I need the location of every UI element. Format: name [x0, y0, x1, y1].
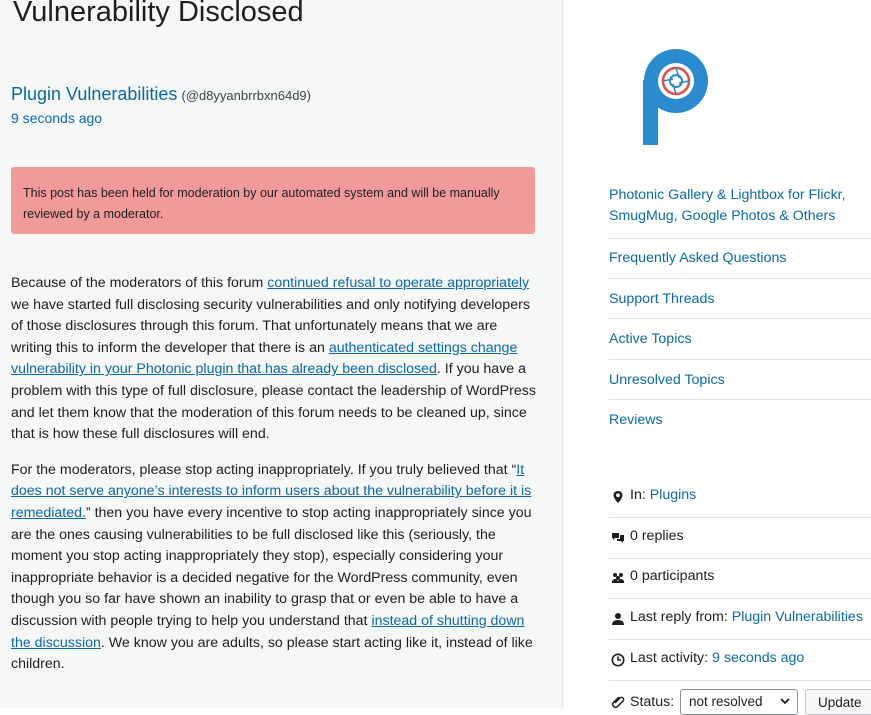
sidebar-item-plugin-name [609, 185, 871, 239]
sidebar-item-support-threads [609, 289, 871, 319]
post-text: . If you have a problem with this type of full disclosure, please contact the leadership of WordPress and let them know that the moderation of this forum needs to be cleaned up, since that is how these full disclosures will end. [11, 361, 536, 443]
status-label: Status: [630, 694, 675, 710]
last-reply-label: Last reply from: [630, 609, 728, 625]
meta-last-reply [609, 599, 871, 640]
last-activity-link[interactable]: 9 seconds ago [712, 650, 805, 666]
last-reply-author-link[interactable]: Plugin Vulnerabilities [731, 609, 863, 625]
sidebar-item-unresolved-topics [609, 370, 871, 400]
meta-participants [609, 558, 871, 599]
plugins-link[interactable]: Plugins [649, 487, 697, 503]
support-threads-link[interactable]: Support Threads [609, 291, 715, 307]
page-title: Vulnerability Disclosed [13, 0, 304, 28]
post-time-link[interactable]: 9 seconds ago [11, 110, 103, 126]
post-text: For the moderators, please stop acting inappropriately. If you truly believed that “ [11, 461, 517, 478]
author-name-link[interactable]: Plugin Vulnerabilities [11, 84, 178, 104]
topic-author [11, 84, 311, 105]
shutting-down-discussion-link[interactable]: instead of shutting down the discussion [11, 612, 525, 651]
participants-icon [611, 571, 625, 585]
meta-last-activity [609, 640, 871, 681]
update-button[interactable]: Update [805, 689, 871, 715]
vulnerability-disclosure-link[interactable]: authenticated settings change vulnerability in your Photonic plugin that has already been disclosed [11, 339, 518, 378]
post-paragraph-2 [11, 460, 539, 676]
meta-last-reply-text [630, 609, 863, 625]
post-content [11, 273, 539, 690]
participants-count: 0 participants [630, 568, 715, 584]
replies-count: 0 replies [630, 528, 684, 544]
sidebar-item-faq [609, 248, 871, 279]
moderation-notice: This post has been held for moderation by our automated system and will be manually reviewed by a moderator. [11, 167, 535, 234]
sidebar-item-active-topics [609, 329, 871, 360]
quote-link[interactable]: It does not serve anyone’s interests to inform users about the vulnerability before it is remediated. [11, 461, 532, 521]
plugin-name-link[interactable]: Photonic Gallery & Lightbox for Flickr, SmugMug, Google Photos & Others [609, 187, 846, 224]
photonic-logo-icon [641, 48, 711, 148]
last-activity-label: Last activity: [630, 650, 709, 666]
post-text: Because of the moderators of this forum [11, 275, 268, 291]
post-text: we have started full disclosing security vulnerabilities and only notifying developers of those disclosures through this forum. That unfortunately means that we are writing this to inform the developer that there is an [11, 296, 530, 356]
post-text: ” then you have every incentive to stop acting inappropriately since you are the ones causing vulnerabilities to be full disclosed like this (seriously, the moment you stop acting inappropriately they stop), especially considering your inappropriate behavior is a decided negative for the WordPress community, even though you so far have shown an inability to grasp that or even be able to have a discussion with people trying to help you understand that [11, 504, 532, 629]
chevron-down-icon [779, 694, 791, 708]
active-topics-link[interactable]: Active Topics [609, 331, 692, 347]
location-pin-icon [611, 490, 625, 504]
status-select[interactable] [680, 689, 798, 715]
meta-last-activity-text [630, 650, 804, 666]
status-select-value: not resolved [689, 694, 763, 709]
meta-in-label: In: [630, 487, 646, 503]
author-handle: (@d8yyanbrrbxn64d9) [181, 88, 311, 103]
plugin-sidebar [609, 0, 871, 708]
meta-replies [609, 518, 871, 559]
faq-link[interactable]: Frequently Asked Questions [609, 250, 787, 266]
meta-in-plugins [609, 477, 871, 518]
sidebar-item-reviews [609, 410, 871, 439]
clock-icon [611, 653, 625, 667]
unresolved-topics-link[interactable]: Unresolved Topics [609, 372, 725, 388]
post-paragraph-1 [11, 273, 539, 446]
meta-in-text [630, 487, 696, 503]
paperclip-icon [611, 694, 625, 708]
continued-refusal-link[interactable]: continued refusal to operate appropriately [267, 275, 530, 291]
post-text: . We know you are adults, so please start acting like it, instead of like children. [11, 634, 533, 673]
user-icon [611, 612, 625, 626]
replies-icon [611, 531, 625, 545]
reviews-link[interactable]: Reviews [609, 412, 663, 428]
